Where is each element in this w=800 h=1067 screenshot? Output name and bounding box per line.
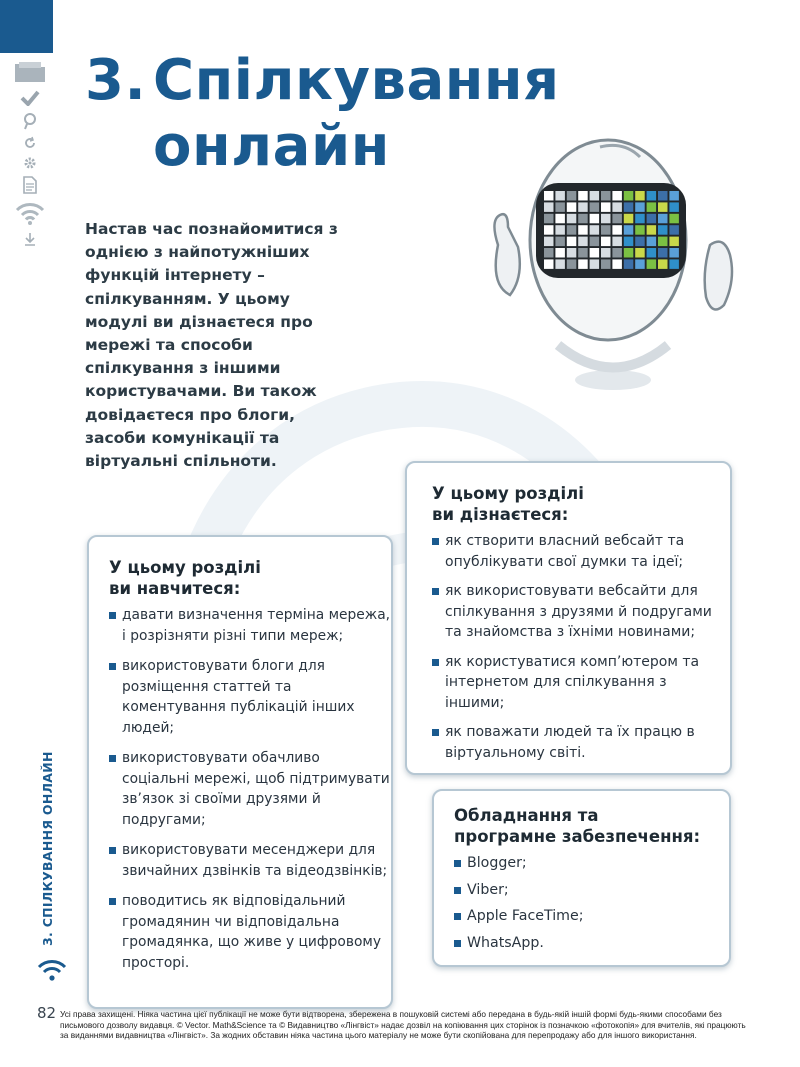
list-item: використовувати блоги для розміщення статтей та коментування публікацій інших людей;: [109, 656, 391, 738]
title-line-2: онлайн: [153, 114, 390, 179]
box-equipment-software: [432, 789, 731, 967]
list-item: як використовувати вебсайти для спілкування з друзями й подругами та знайомства з їхніми новинами;: [432, 581, 730, 643]
box-learn-heading-line-2: ви навчитеся:: [109, 579, 241, 598]
chapter-number: 3.: [85, 48, 147, 113]
list-item: використовувати месенджери для звичайних дзвінків та відеодзвінків;: [109, 840, 391, 881]
list-item: використовувати обачливо соціальні мережі, щоб підтримувати зв’язок зі своїми друзями й подругами;: [109, 748, 391, 830]
box-know-heading-line-1: У цьому розділі: [432, 484, 584, 503]
copyright-footer: Усі права захищені. Ніяка частина цієї публікації не може бути відтворена, збережена в пошуковій системі або передана в будь-якій іншій формі будь-якими способами без письмового дозволу видавця. © Vector. Math&Science та © Видавництво «Лінгвіст» надає дозвіл на копіювання цих сторінок із позначкою «фотокопія» для вчителів, які працюють за виданнями видавництва «Лінгвіст». За жодних обставин ніяка частина цього матеріалу не може бути скопійована для перепродажу або для іншого використання.: [60, 1009, 746, 1041]
robot-illustration: [478, 135, 748, 405]
check-icon: [20, 90, 40, 106]
list-item: як створити власний вебсайт та опублікувати свої думки та ідеї;: [432, 531, 730, 572]
list-item: поводитись як відповідальний громадянин чи відповідальна громадянка, що живе у цифровому просторі.: [109, 891, 391, 973]
list-item: WhatsApp.: [454, 933, 729, 954]
folder-icon: [13, 60, 47, 84]
download-icon: [24, 232, 36, 246]
box-equip-heading-line-2: програмне забезпечення:: [454, 827, 701, 846]
sidebar-icons: [12, 60, 48, 252]
corner-block: [0, 0, 53, 53]
list-item: Apple FaceTime;: [454, 906, 729, 927]
box-learn-heading: [109, 557, 391, 599]
magnifier-icon: [22, 112, 38, 130]
refresh-icon: [23, 136, 37, 150]
chapter-side-label: 3. СПІЛКУВАННЯ ОНЛАЙН: [40, 751, 55, 946]
title-line-1: Спілкування: [153, 48, 560, 113]
box-equip-heading-line-1: Обладнання та: [454, 806, 599, 825]
gear-icon: [23, 156, 37, 170]
list-item: Blogger;: [454, 853, 729, 874]
page-number: 82: [37, 1004, 57, 1022]
wifi-icon: [14, 200, 46, 226]
box-learn-heading-line-1: У цьому розділі: [109, 558, 261, 577]
box-know-heading: [432, 483, 730, 525]
box-learn-list: [109, 605, 391, 973]
wifi-icon-bottom: [36, 958, 68, 982]
box-know-list: [432, 531, 730, 763]
intro-paragraph: Настав час познайомитися з однією з найпотужніших функцій інтернету – спілкуванням. У цьому модулі ви дізнаєтеся про мережі та способи спілкування з іншими користувачами. Ви також довідаєтеся про блоги, засоби комунікації та віртуальні спільноти.: [85, 220, 338, 471]
box-equip-list: [454, 853, 729, 953]
box-what-you-will-learn: [87, 535, 393, 1009]
box-know-heading-line-2: ви дізнаєтеся:: [432, 505, 569, 524]
document-icon: [23, 176, 37, 194]
list-item: як поважати людей та їх працю в віртуальному світі.: [432, 722, 730, 763]
box-equip-heading: [454, 805, 729, 847]
list-item: давати визначення терміна мережа, і розрізняти різні типи мереж;: [109, 605, 391, 646]
list-item: як користуватися комп’ютером та інтернетом для спілкування з іншими;: [432, 652, 730, 714]
list-item: Viber;: [454, 880, 729, 901]
box-what-you-will-learn-about: [405, 461, 732, 775]
